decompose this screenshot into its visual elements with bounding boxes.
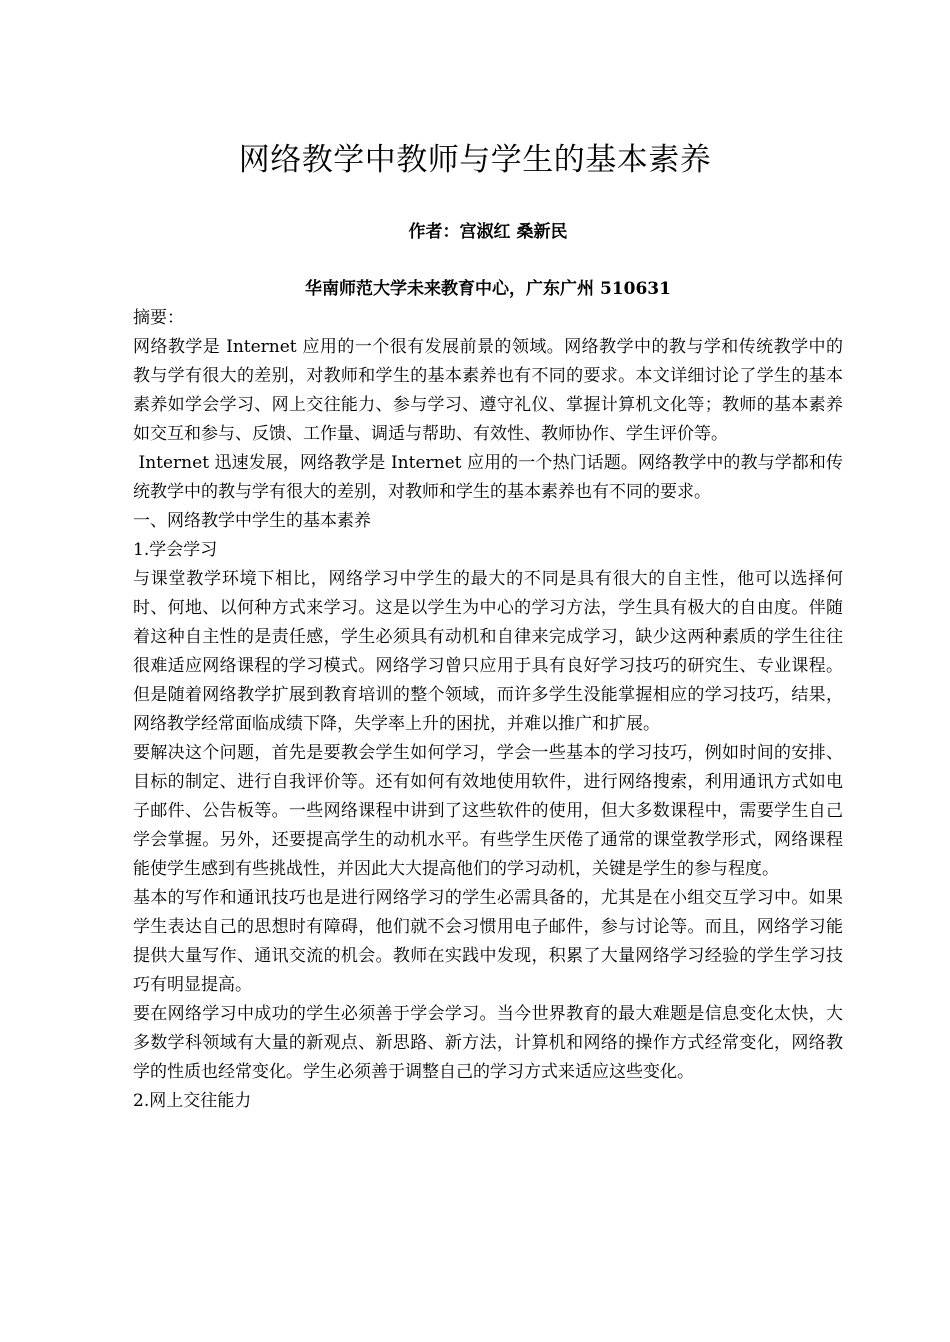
document-title: 网络教学中教师与学生的基本素养 <box>238 142 712 178</box>
section-heading: 一、网络教学中学生的基本素养 <box>133 511 371 531</box>
body-paragraph: 要在网络学习中成功的学生必须善于学会学习。当今世界教育的最大难题是信息变化太快，大多数学科领域有大量的新观点、新思路、新方法，计算机和网络的操作方式经常变化，网络教学的性质也经常变化。学生必须善于调整自己的学习方式来适应这些变化。 <box>133 1004 843 1082</box>
intro-paragraph: Internet 迅速发展，网络教学是 Internet 应用的一个热门话题。网络教学中的教与学都和传统教学中的教与学有很大的差别，对教师和学生的基本素养也有不同的要求。 <box>133 453 843 502</box>
body-paragraph: 基本的写作和通讯技巧也是进行网络学习的学生必需具备的，尤其是在小组交互学习中。如果学生表达自己的思想时有障碍，他们就不会习惯用电子邮件，参与讨论等。而且，网络学习能提供大量写作、通讯交流的机会。教师在实践中发现，积累了大量网络学习经验的学生学习技巧有明显提高。 <box>133 888 843 995</box>
abstract-label: 摘要： <box>133 308 184 328</box>
subsection-heading: 1.学会学习 <box>133 540 218 560</box>
authors-line: 作者：宫淑红 桑新民 <box>408 222 568 242</box>
subsection-heading: 2.网上交往能力 <box>133 1091 252 1111</box>
document-body <box>133 304 843 1116</box>
abstract-text: 网络教学是 Internet 应用的一个很有发展前景的领域。网络教学中的教与学和传统教学中的教与学有很大的差别，对教师和学生的基本素养也有不同的要求。本文详细讨论了学生的基本素养如学会学习、网上交往能力、参与学习、遵守礼仪、掌握计算机文化等；教师的基本素养如交互和参与、反馈、工作量、调适与帮助、有效性、教师协作、学生评价等。 <box>133 337 843 444</box>
body-paragraph: 要解决这个问题，首先是要教会学生如何学习，学会一些基本的学习技巧，例如时间的安排、目标的制定、进行自我评价等。还有如何有效地使用软件，进行网络搜索，利用通讯方式如电子邮件、公告板等。一些网络课程中讲到了这些软件的使用，但大多数课程中，需要学生自己学会掌握。另外，还要提高学生的动机水平。有些学生厌倦了通常的课堂教学形式，网络课程能使学生感到有些挑战性，并因此大大提高他们的学习动机，关键是学生的参与程度。 <box>133 743 843 879</box>
affiliation-line: 华南师范大学未来教育中心，广东广州 510631 <box>305 279 671 299</box>
body-paragraph: 与课堂教学环境下相比，网络学习中学生的最大的不同是具有很大的自主性，他可以选择何时、何地、以何种方式来学习。这是以学生为中心的学习方法，学生具有极大的自由度。伴随着这种自主性的是责任感，学生必须具有动机和自律来完成学习，缺少这两种素质的学生往往很难适应网络课程的学习模式。网络学习曾只应用于具有良好学习技巧的研究生、专业课程。但是随着网络教学扩展到教育培训的整个领域，而许多学生没能掌握相应的学习技巧，结果，网络教学经常面临成绩下降，失学率上升的困扰，并难以推广和扩展。 <box>133 569 843 734</box>
